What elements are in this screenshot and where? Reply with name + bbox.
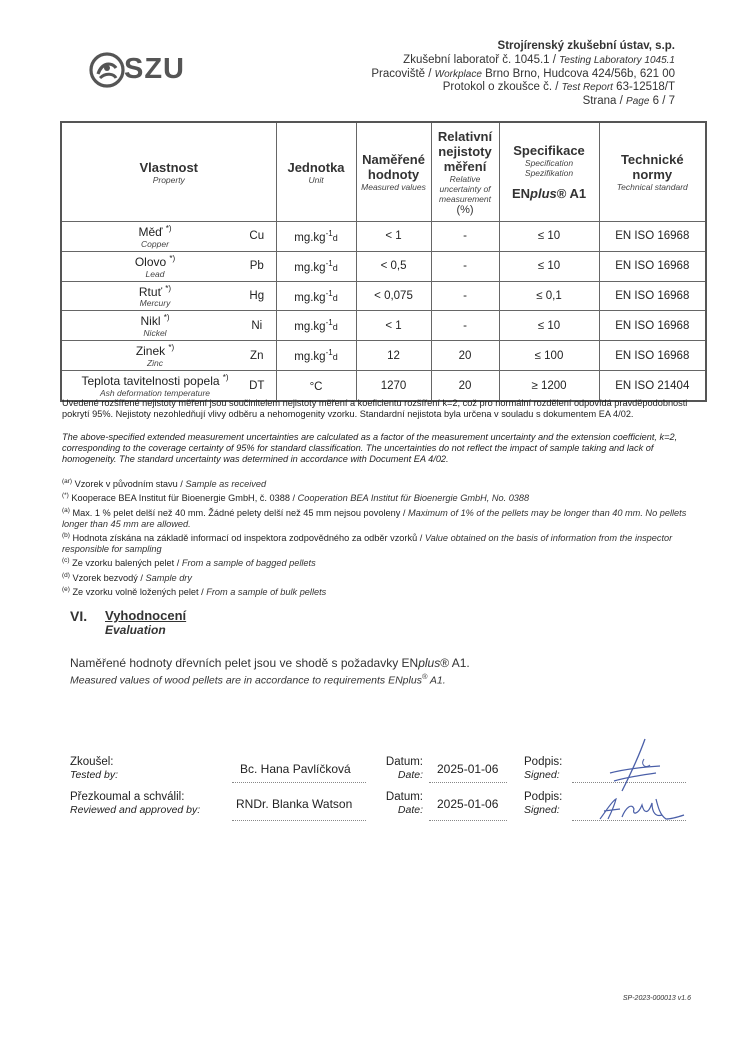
footnote-en: Value obtained on the basis of information from the inspector responsible for sampling [62,533,673,555]
header-property-en: Property [152,174,185,185]
footnote-mark: (b) [62,532,70,539]
test-date: 2025-01-06 [437,762,499,776]
header-unit [276,122,356,222]
header-measured-en: Measured values [361,182,426,192]
property-mark: *) [165,283,172,293]
property-name: Teplota tavitelnosti popela [81,373,220,388]
footnotes [62,476,692,598]
footnote-item: $^{(ar)}$ Vzorek v původním stavu / Sample as received [62,478,267,490]
footnote-mark: (a) [62,506,70,514]
property-name-en: Zinc [146,358,164,369]
site-address: Brno Brno, Hudcova 424/56b, 621 00 [485,67,675,80]
property-mark: *) [169,253,176,263]
header-unit-cz: Jednotka [287,159,345,175]
page-number: 6 / 7 [652,95,675,108]
footnote-cz: Kooperace BEA Institut für Bioenergie GmbH, č. 0388 [71,493,290,504]
property-cell [61,222,244,252]
property-name: Měď [138,224,163,239]
property-name-en: Copper [141,238,169,249]
measured-value: < 1 [356,222,431,252]
footnote-item: $^{(c)}$ Ze vzorku balených pelet / From a sample of bagged pellets [62,557,316,569]
standard-value: EN ISO 16968 [599,222,706,252]
report-en: Test Report [561,82,613,94]
property-mark: *) [165,224,172,233]
lab-cz: Zkušební laboratoř č. 1045.1 [403,53,550,66]
header-spec-de: Spezifikation [524,168,574,178]
report-number: 63-12518/T [616,81,675,94]
section-title: Vyhodnocení [105,608,187,623]
header-standard-cz: Technické normy [620,152,684,182]
uncertainty-value: - [431,222,499,252]
header-property-cz: Vlastnost [139,159,199,175]
footnote-mark: (c) [62,557,70,565]
lab-line: Zkušební laboratoř č. 1045.1 / Testing Laboratory 1045.1 [403,53,675,66]
property-mark: *) [168,343,175,353]
section-number: VI. [70,608,88,624]
property-name-en: Mercury [139,298,171,309]
review-date: 2025-01-06 [437,797,499,811]
uncertainty-value: - [431,251,499,281]
measured-value: < 0,5 [356,251,431,281]
signed-label-2: Podpis: Signed: [524,791,563,816]
footnote-en: From a sample of bulk pellets [206,587,327,598]
footnote-mark: (e) [62,586,70,593]
footnote-item: (*) Kooperace BEA Institut für Bioenergie GmbH, č. 0388 / Cooperation BEA Institut für Bioenergie GmbH, No. 0388 [62,492,530,504]
property-symbol: Cu [244,222,276,252]
header-spec-en: Specification [524,158,574,168]
property-symbol: Zn [244,341,276,371]
evaluation-statement-cz: Naměřené hodnoty dřevních pelet jsou ve shodě s požadavky ENplus® A1. [70,656,470,670]
results-table-body [61,222,706,401]
footnote-en: Cooperation BEA Institut für Bioenergie GmbH, No. 0388 [297,493,530,504]
reviewed-by-label [70,791,200,817]
footnote-mark: (d) [62,571,70,579]
uncertainty-value: - [431,311,499,341]
property-name-en: Lead [145,268,165,279]
page-cz: Strana [582,95,617,108]
organization-name: Strojírenský zkušební ústav, s.p. [497,40,675,52]
evaluation-statement-en: Measured values of wood pellets are in accordance to requirements ENplus® A1. [70,672,446,687]
property-mark: *) [222,373,229,383]
header-uncertainty-cz: Relativní nejistoty měření [437,128,493,174]
test-date-line [429,782,507,783]
unit-cell: $mg.kg^{-1}d$ [276,281,356,311]
measured-value: 12 [356,341,431,371]
footnote-en: Sample dry [145,572,192,583]
property-name: Rtuť [138,284,163,299]
standard-value: EN ISO 21404 [599,371,706,401]
header-standard-en: Technical standard [616,182,688,192]
property-name-en: Ash deformation temperature [99,387,211,398]
section-title-en: Evaluation [105,623,166,637]
standard-value: EN ISO 16968 [599,311,706,341]
table-row [61,311,706,341]
tester-name: Bc. Hana Pavlíčková [240,762,351,776]
site-cz: Pracoviště [371,67,426,80]
footnote-en: Maximum of 1% of the pellets may be longer than 40 mm. No pellets longer than 45 mm are allowed. [62,507,687,529]
header-specification [499,122,599,222]
header-standard [599,122,706,222]
measured-value: < 0,075 [356,281,431,311]
standard-value: EN ISO 16968 [599,281,706,311]
footnote-cz: Max. 1 % pelet delší než 40 mm. Žádné pelety delší než 45 mm nejsou povoleny [72,507,401,518]
signed-label-1: Podpis: Signed: [524,756,563,781]
standard-value: EN ISO 16968 [599,251,706,281]
header-uncertainty-pct: (%) [456,203,474,216]
property-symbol: DT [244,371,276,401]
uncertainty-note-cz: Uvedené rozšířené nejistoty měření jsou součinitelem nejistoty měření a koeficientu rozšíření k=2, což pro normální rozdělení odpovídá pravděpodobnosti pokrytí 95%. Nejistoty nezohledňují vlivy odběru a nehomogenity vzorku. Standardní nejistota byla určena v souladu s dokumentem EA 4/02. [62,398,688,420]
header-spec-cz: Specifikace [513,143,585,158]
property-symbol: Pb [244,251,276,281]
property-name: Nikl [140,314,161,329]
property-symbol: Ni [244,311,276,341]
footnote-en: From a sample of bagged pellets [181,558,316,569]
property-mark: *) [163,313,170,323]
reviewer-name-line [232,820,366,821]
footnote-cz: Ze vzorku volně ložených pelet [72,587,199,598]
review-date-line [429,820,507,821]
page-en: Page [626,96,650,108]
footnote-cz: Vzorek bezvodý [72,572,138,583]
report-cz: Protokol o zkoušce č. [442,81,553,94]
table-row [61,251,706,281]
property-cell [61,371,244,401]
unit-cell: °C [276,371,356,401]
footnote-cz: Ze vzorku balených pelet [72,558,175,569]
property-symbol: Hg [244,281,276,311]
header-uncertainty-en: Relative uncertainty of measurement [439,173,491,204]
report-line: Protokol o zkoušce č. / Test Report 63-12518/T [442,81,675,94]
property-name: Zinek [135,344,166,359]
tester-name-line [232,782,366,783]
table-row [61,281,706,311]
spec-value: ≤ 100 [499,341,599,371]
uncertainty-note-en: The above-specified extended measurement uncertainties are calculated as a factor of the measurement uncertainty and the extension coefficient, k=2, corresponding to the coverage certainty of 95% for standard classification. The uncertainties do not reflect the impact of sample taking and lack of homogeneity. The standard uncertainty was determined in accordance with Document EA 4/02. [62,432,678,465]
header-measured-cz: Naměřené hodnoty [362,152,425,182]
page-line: Strana / Page 6 / 7 [582,95,675,108]
table-row [61,341,706,371]
header-unit-en: Unit [308,174,324,185]
site-line: Pracoviště / Workplace Brno Brno, Hudcova 424/56b, 621 00 [371,67,675,80]
results-table-wrapper [60,121,705,402]
property-cell [61,341,244,371]
table-row [61,222,706,252]
uncertainty-value: 20 [431,371,499,401]
footnote-item: $^{(b)}$ Hodnota získána na základě informací od inspektora zodpovědného za odběr vzorků / Value obtained on the basis of information from the inspector responsible for sampling [62,532,673,555]
date-label-1: Datum: Date: [385,756,423,781]
footnote-cz: Hodnota získána na základě informací od inspektora zodpovědného za odběr vzorků [72,533,418,544]
property-cell [61,251,244,281]
tested-by-cz: Zkoušel: [70,756,114,768]
property-cell [61,311,244,341]
site-en: Workplace [434,68,482,80]
property-name: Olovo [134,254,167,269]
date-label-2: Datum: Date: [385,791,423,816]
footnote-item: $^{(e)}$ Ze vzorku volně ložených pelet / From a sample of bulk pellets [62,586,327,598]
table-header-row [61,122,706,222]
uncertainty-value: 20 [431,341,499,371]
header-spec-class: ENplus® A1 [511,186,587,201]
property-name-en: Nickel [143,328,167,339]
signature-1-icon [600,735,670,795]
reviewed-by-cz: Přezkoumal a schválil: [70,791,185,803]
reviewer-name: RNDr. Blanka Watson [236,797,353,811]
header-uncertainty [431,122,499,222]
unit-cell: $mg.kg^{-1}d$ [276,251,356,281]
reviewed-by-en: Reviewed and approved by: [70,804,201,816]
header-measured [356,122,431,222]
tested-by-en: Tested by: [70,769,119,781]
signature-2-icon [596,793,686,825]
spec-value: ≤ 10 [499,311,599,341]
footnote-mark: (ar) [62,478,73,485]
footnote-cz: Vzorek v původním stavu [74,479,178,490]
lab-en: Testing Laboratory 1045.1 [559,54,675,66]
form-code: SP-2023-000013 v1.6 [622,995,691,1002]
standard-value: EN ISO 16968 [599,341,706,371]
footnote-item: $^{(d)}$ Vzorek bezvodý / Sample dry [62,571,192,583]
unit-cell: $mg.kg^{-1}d$ [276,341,356,371]
spec-value: ≤ 0,1 [499,281,599,311]
property-cell [61,281,244,311]
results-table [60,121,707,402]
spec-value: ≥ 1200 [499,371,599,401]
measured-value: < 1 [356,311,431,341]
table-row [61,371,706,401]
footnote-mark: (*) [62,492,69,500]
footnote-en: Sample as received [185,479,267,490]
szu-logo [88,50,198,90]
unit-cell: $mg.kg^{-1}d$ [276,311,356,341]
tested-by-label [70,756,118,782]
spec-value: ≤ 10 [499,251,599,281]
unit-cell: $mg.kg^{-1}d$ [276,222,356,252]
spec-value: ≤ 10 [499,222,599,252]
footnote-item: $^{(a)}$ Max. 1 % pelet delší než 40 mm. Žádné pelety delší než 45 mm nejsou povoleny / Maximum of 1% of the pellets may be longer than 40 mm. No pellets longer than 45 mm are allowed. [62,506,687,529]
document-header [371,40,675,109]
uncertainty-value: - [431,281,499,311]
measured-value: 1270 [356,371,431,401]
logo-wordmark: SZU [124,53,185,85]
header-property [61,122,276,222]
